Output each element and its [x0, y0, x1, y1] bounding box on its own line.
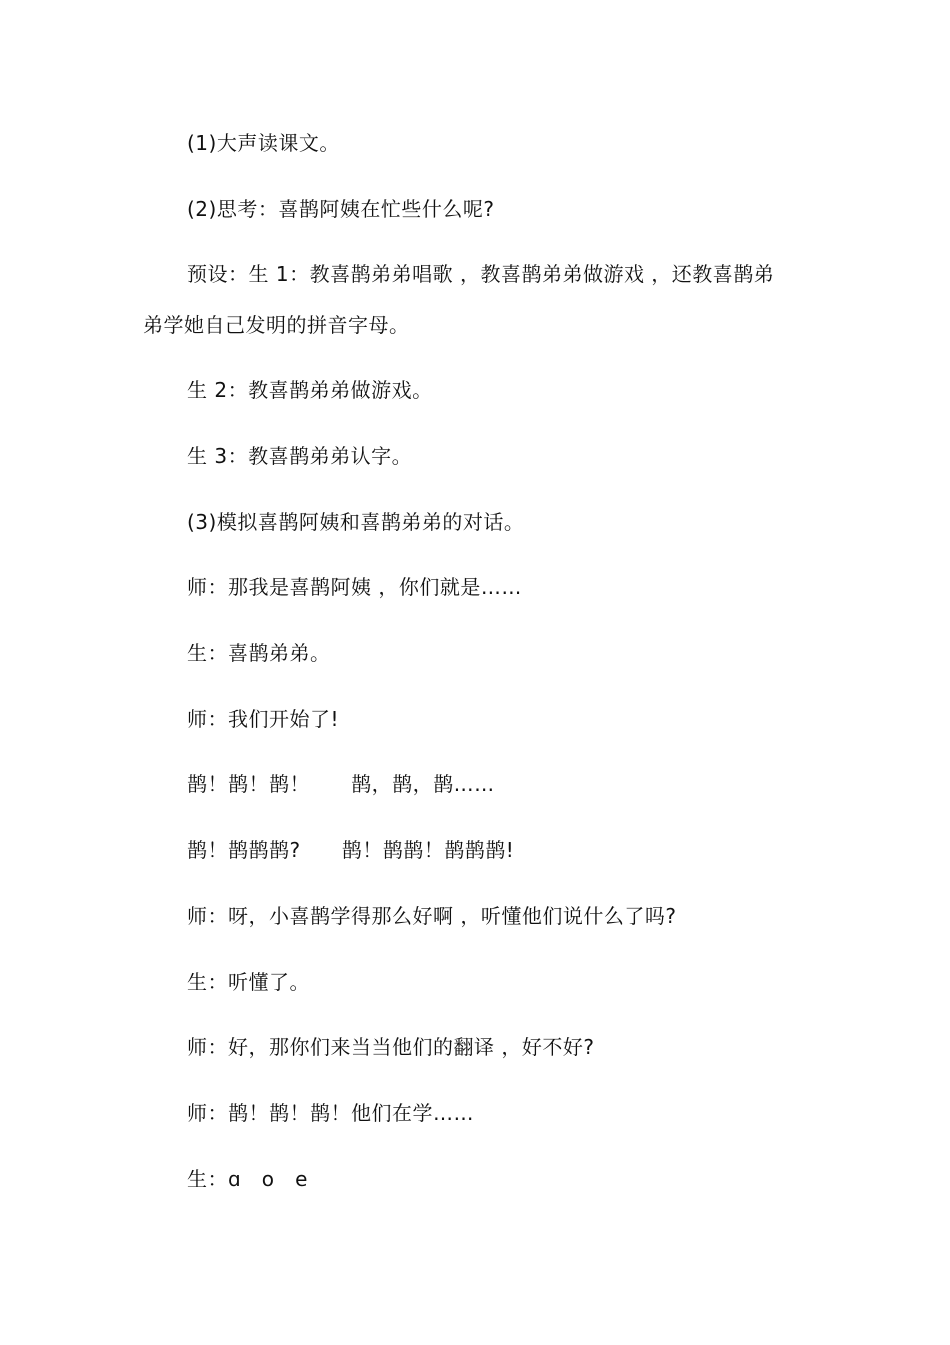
- paragraph-line: 师：我们开始了!: [187, 707, 340, 731]
- paragraph-line: 预设：生 1：教喜鹊弟弟唱歌 ，教喜鹊弟弟做游戏 ，还教喜鹊弟: [187, 262, 775, 286]
- paragraph-line: (3)模拟喜鹊阿姨和喜鹊弟弟的对话。: [187, 510, 525, 534]
- paragraph-line: 生：ɑ o e: [187, 1167, 308, 1191]
- paragraph-line: 鹊！鹊鹊鹊? 鹊！鹊鹊！鹊鹊鹊!: [187, 838, 515, 862]
- paragraph-line: 生 3：教喜鹊弟弟认字。: [187, 444, 413, 468]
- paragraph-line: 师：那我是喜鹊阿姨 ，你们就是……: [187, 575, 522, 599]
- paragraph-line: (2)思考：喜鹊阿姨在忙些什么呢?: [187, 197, 495, 221]
- paragraph-line: 鹊！鹊！鹊！ 鹊，鹊，鹊……: [187, 772, 495, 796]
- paragraph-line: (1)大声读课文。: [187, 131, 340, 155]
- paragraph-line: 师：鹊！鹊！鹊！他们在学……: [187, 1101, 474, 1125]
- paragraph-line: 生 2：教喜鹊弟弟做游戏。: [187, 378, 433, 402]
- paragraph-line: 师：呀，小喜鹊学得那么好啊 ，听懂他们说什么了吗?: [187, 904, 677, 928]
- paragraph-line: 生：喜鹊弟弟。: [187, 641, 331, 665]
- paragraph-line-continued: 弟学她自己发明的拼音字母。: [143, 313, 410, 337]
- paragraph-line: 生：听懂了。: [187, 970, 310, 994]
- paragraph-line: 师：好，那你们来当当他们的翻译 ，好不好?: [187, 1035, 595, 1059]
